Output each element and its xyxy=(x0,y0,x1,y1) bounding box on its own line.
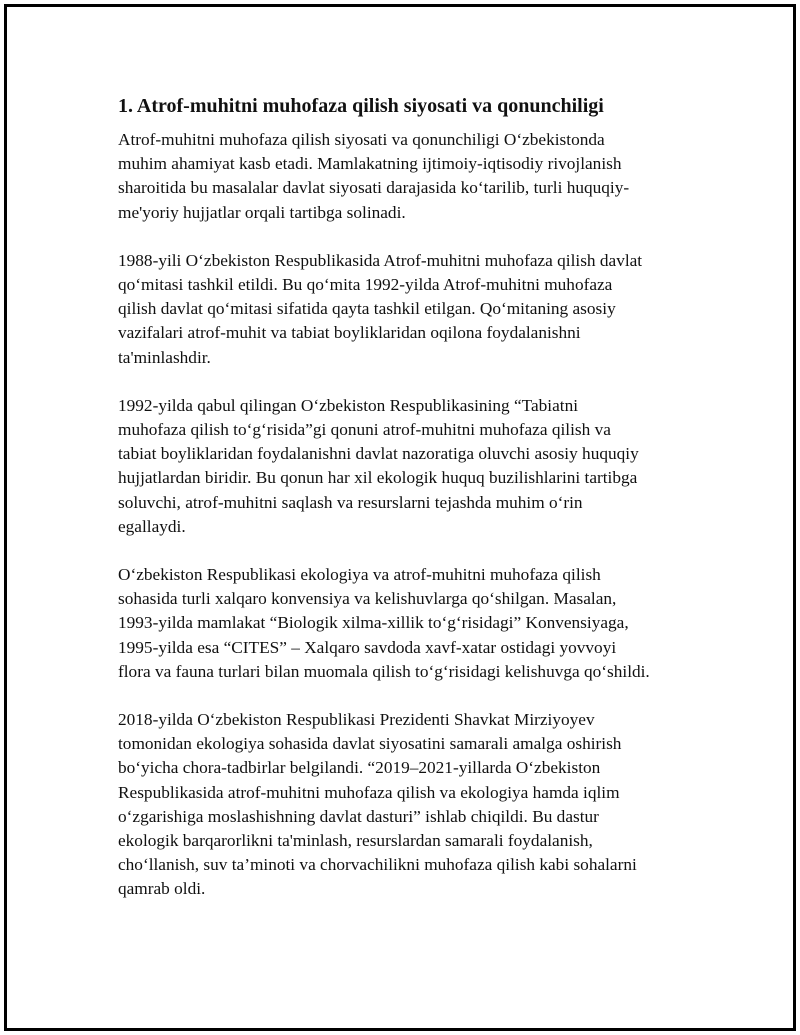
paragraph-line: sohasida turli xalqaro konvensiya va kelishuvlarga qo‘shilgan. Masalan, xyxy=(118,589,617,609)
paragraph-line: tomonidan ekologiya sohasida davlat siyosatini samarali amalga oshirish xyxy=(118,734,622,754)
paragraph-line: ta'minlashdir. xyxy=(118,347,211,367)
paragraph-line: qo‘mitasi tashkil etildi. Bu qo‘mita 1992-yilda Atrof-muhitni muhofaza xyxy=(118,275,613,295)
paragraph-2 xyxy=(118,249,698,370)
paragraph-3 xyxy=(118,394,698,539)
paragraph-line: 1992-yilda qabul qilingan O‘zbekiston Respublikasining “Tabiatni xyxy=(118,395,579,415)
paragraph-line: Atrof-muhitni muhofaza qilish siyosati va qonunchiligi O‘zbekistonda xyxy=(118,130,605,149)
paragraph-line: cho‘llanish, suv ta’minoti va chorvachilikni muhofaza qilish kabi sohalarni xyxy=(118,855,637,875)
section-heading: 1. Atrof-muhitni muhofaza qilish siyosati va qonunchiligi xyxy=(118,95,604,117)
paragraph-line: 1988-yili O‘zbekiston Respublikasida Atrof-muhitni muhofaza qilish davlat xyxy=(118,250,643,270)
paragraph-line: muhim ahamiyat kasb etadi. Mamlakatning ijtimoiy-iqtisodiy rivojlanish xyxy=(118,154,622,174)
paragraph-line: 1993-yilda mamlakat “Biologik xilma-xillik to‘g‘risidagi” Konvensiyaga, xyxy=(118,613,629,633)
paragraph-line: flora va fauna turlari bilan muomala qilish to‘g‘risidagi kelishuvga qo‘shildi. xyxy=(118,661,650,681)
paragraph-line: O‘zbekiston Respublikasi ekologiya va atrof-muhitni muhofaza qilish xyxy=(118,565,601,585)
paragraph-5 xyxy=(118,708,698,902)
paragraph-line: qamrab oldi. xyxy=(118,879,206,899)
paragraph-line: 1995-yilda esa “CITES” – Xalqaro savdoda xavf-xatar ostidagi yovvoyi xyxy=(118,637,617,657)
paragraph-4 xyxy=(118,563,698,684)
paragraph-line: Respublikasida atrof-muhitni muhofaza qilish va ekologiya hamda iqlim xyxy=(118,782,620,802)
paragraph-line: tabiat boyliklaridan foydalanishni davlat nazoratiga oluvchi asosiy huquqiy xyxy=(118,444,639,464)
paragraph-line: qilish davlat qo‘mitasi sifatida qayta tashkil etilgan. Qo‘mitaning asosiy xyxy=(118,299,616,319)
paragraph-line: muhofaza qilish to‘g‘risida”gi qonuni atrof-muhitni muhofaza qilish va xyxy=(118,420,611,440)
paragraph-line: me'yoriy hujjatlar orqali tartibga solinadi. xyxy=(118,202,406,222)
document-body xyxy=(118,92,698,926)
paragraph-1 xyxy=(118,128,698,225)
paragraph-line: 2018-yilda O‘zbekiston Respublikasi Prezidenti Shavkat Mirziyoyev xyxy=(118,710,595,730)
paragraph-line: o‘zgarishiga moslashishning davlat dasturi” ishlab chiqildi. Bu dastur xyxy=(118,806,599,826)
paragraph-line: vazifalari atrof-muhit va tabiat boyliklaridan oqilona foydalanishni xyxy=(118,323,581,343)
paragraph-line: bo‘yicha chora-tadbirlar belgilandi. “2019–2021-yillarda O‘zbekiston xyxy=(118,758,601,778)
paragraph-line: ekologik barqarorlikni ta'minlash, resurslardan samarali foydalanish, xyxy=(118,831,593,851)
paragraph-line: soluvchi, atrof-muhitni saqlash va resurslarni tejashda muhim o‘rin xyxy=(118,492,583,512)
paragraph-line: hujjatlardan biridir. Bu qonun har xil ekologik huquq buzilishlarini tartibga xyxy=(118,468,638,488)
paragraph-line: egallaydi. xyxy=(118,516,186,536)
paragraph-line: sharoitida bu masalalar davlat siyosati darajasida ko‘tarilib, turli huquqiy- xyxy=(118,178,630,198)
